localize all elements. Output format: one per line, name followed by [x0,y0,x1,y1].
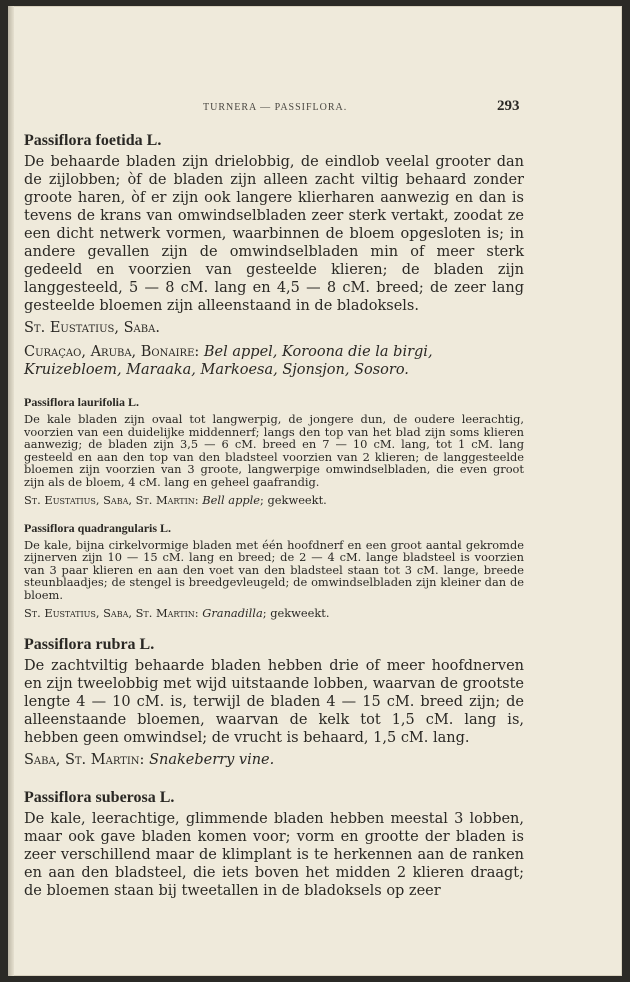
entry-title: Passiflora rubra L. [24,635,155,653]
common-name: Snakeberry vine. [149,751,275,768]
entry-locations [24,751,524,769]
entry-title: Passiflora suberosa L. [24,788,175,806]
names-list: Bel appel, Koroona die la birgi, Kruizebloem, Maraaka, Markoesa, Sjonsjon, Sosoro. [24,344,433,378]
entry-note: ; gekweekt. [260,492,327,507]
entry-locations [24,494,524,507]
entry-description: De zachtviltig behaarde bladen hebben drie of meer hoofdnerven en zijn tweelobbig met wijd uitstaande lobben, waarvan de grootste lengte 4 — 10 cM. is, terwijl de bladen 4 — 15 cM. breed zijn; de alleenstaande bloemen, waarvan de kelk tot 1,5 cM. lang is, hebben geen omwindsel; de vrucht is behaard, 1,5 cM. lang. [24,657,524,746]
entry-description: De kale, bijna cirkelvormige bladen met één hoofdnerf en een groot aantal gekromde zijnerven zijn 10 — 15 cM. lang en breed; de 2 — 4 cM. lange bladsteel is voorzien van 3 paar klieren en aan den voet van den bladsteel staan tot 3 cM. lange, breede steunblaadjes; de stengel is breedgevleugeld; de omwindselbladen zijn kleiner dan de bloem. [24,537,524,602]
entry-note: ; gekweekt. [262,605,330,620]
entry-passiflora-foetida [24,132,524,379]
entry-title: Passiflora quadrangularis L. [24,520,172,535]
running-head: TURNERA — PASSIFLORA. [203,102,348,113]
entry-title: Passiflora laurifolia L. [24,395,139,409]
entry-locations: St. Eustatius, Saba. [24,320,160,336]
entry-vernacular-names [24,343,524,379]
locations-text: Saba, St. Martin: [24,751,150,768]
entry-description: De behaarde bladen zijn drielobbig, de eindlob veelal grooter dan de zijlobben; òf de bladen zijn alleen zacht viltig behaard zonder groote haren, òf er zijn ook langere klierharen aanwezig en dan is tevens de krans van omwindselbladen zeer sterk vertakt, zoodat ze een dicht netwerk vormen, waarbinnen de bloem opgesloten is; in andere gevallen zijn de omwindselbladen min of meer sterk gedeeld en voorzien van gesteelde klieren; de bladen zijn langgesteeld, 5 — 8 cM. lang en 4,5 — 8 cM. breed; de zeer lang gesteelde bloemen zijn alleenstaand in de bladoksels. [24,154,524,314]
page-content [24,132,524,900]
entry-passiflora-suberosa [24,789,524,900]
page-number: 293 [497,98,520,114]
page-gutter [8,6,14,976]
entry-passiflora-laurifolia [24,395,524,507]
entry-passiflora-rubra [24,636,524,769]
locations-text: St. Eustatius, Saba, St. Martin: [24,605,203,620]
entry-description: De kale bladen zijn ovaal tot langwerpig, de jongere dun, de oudere leerachtig, voorzien van een duidelijke middennerf; langs den top van het blad zijn soms klieren aanwezig; de bladen zijn 3,5 — 6 cM. breed en 7 — 10 cM. lang, tot 1 cM. lang gesteeld en aan den top van den bladsteel voorzien van 2 klieren; de langgesteelde bloemen zijn voorzien van 3 groote, langwerpige omwindselbladen, die even groot zijn als de bloem, 4 cM. lang en geheel gaafrandig. [24,412,524,489]
entry-title: Passiflora foetida L. [24,132,162,149]
entry-description: De kale, leerachtige, glimmende bladen hebben meestal 3 lobben, maar ook gave bladen komen voor; vorm en grootte der bladen is zeer verschillend maar de klimplant is te herkennen aan de ranken en aan den bladsteel, die iets boven het midden 2 klieren draagt; de bloemen staan bij tweetallen in de bladoksels op zeer [24,810,524,899]
locations-text: St. Eustatius, Saba, St. Martin: [24,492,203,507]
common-name: Bell apple [202,492,261,507]
book-page [8,6,622,976]
entry-locations [24,607,524,620]
entry-passiflora-quadrangularis [24,521,524,620]
names-locations: Curaçao, Aruba, Bonaire: [24,344,204,360]
common-name: Granadilla [202,605,263,620]
